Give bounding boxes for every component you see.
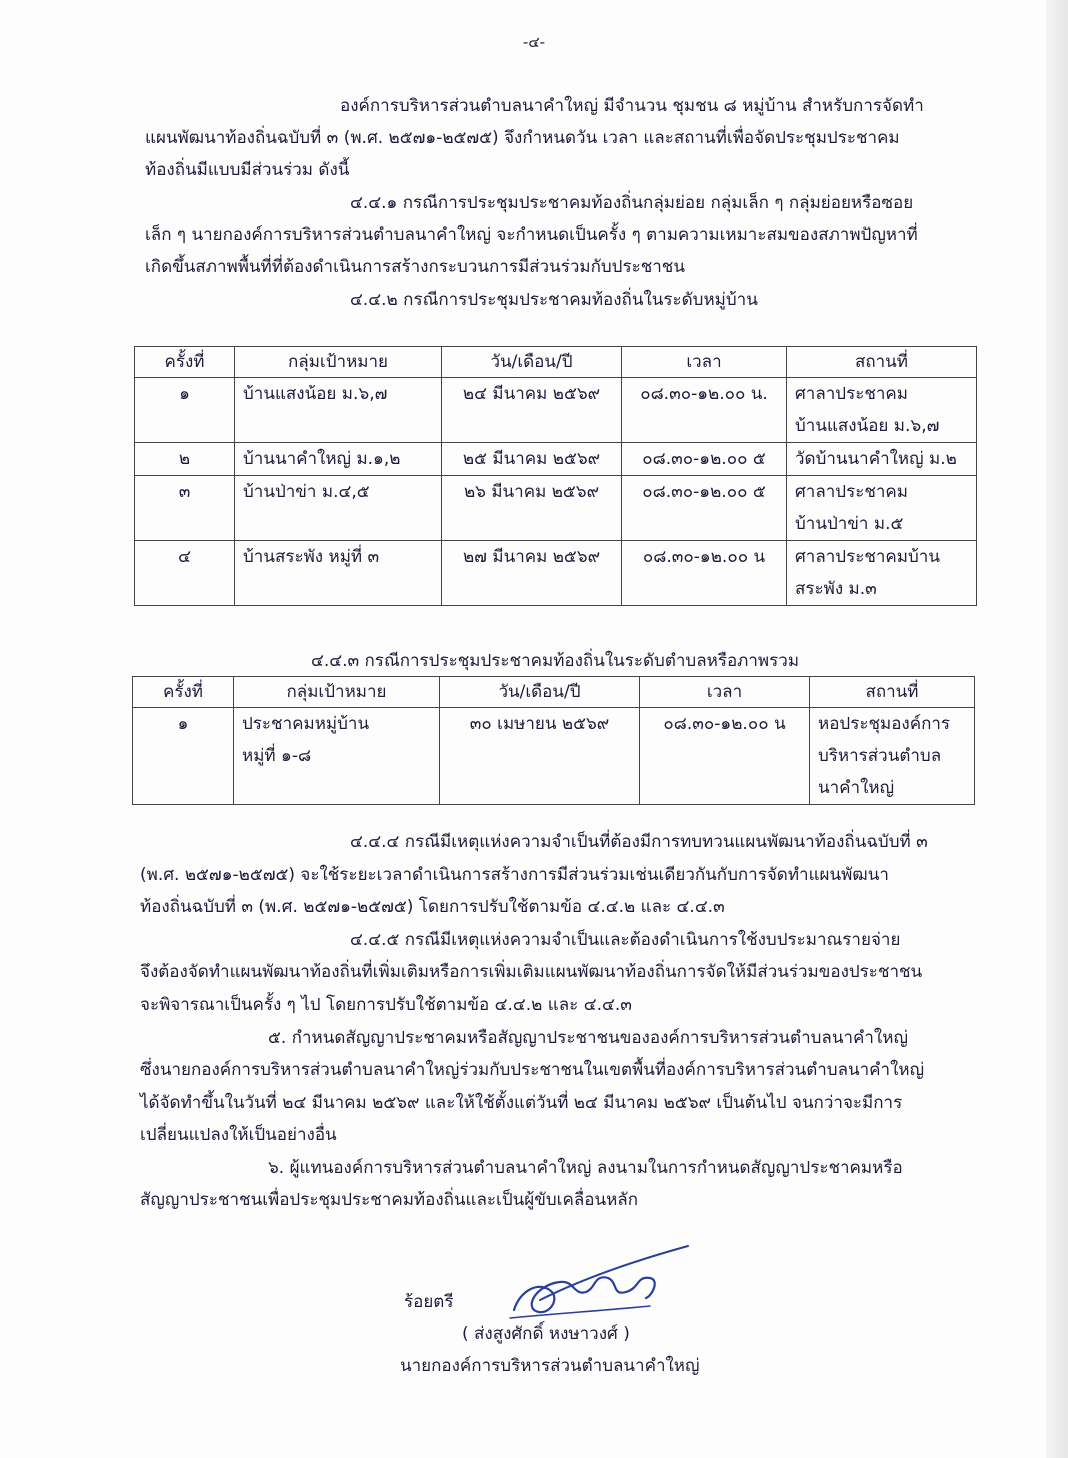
section-441-line-3: เกิดขึ้นสภาพพื้นที่ที่ต้องดำเนินการสร้างกระบวนการมีส่วนร่วมกับประชาชน — [145, 257, 685, 277]
section-6-line-1: ๖. ผู้แทนองค์การบริหารส่วนตำบลนาคำใหญ่ ลงนามในการกำหนดสัญญาประชาคมหรือ — [268, 1158, 903, 1178]
cell-place — [787, 476, 977, 541]
page-edge-shadow — [1046, 0, 1068, 1458]
header-target: กลุ่มเป้าหมาย — [235, 347, 442, 378]
cell-target: บ้านสระพัง หมู่ที่ ๓ — [235, 541, 442, 606]
section-445-line-3: จะพิจารณาเป็นครั้ง ๆ ไป โดยการปรับใช้ตามข้อ ๔.๔.๒ และ ๔.๔.๓ — [140, 995, 632, 1015]
section-444-line-2: (พ.ศ. ๒๕๗๑-๒๕๗๕) จะใช้ระยะเวลาดำเนินการสร้างการมีส่วนร่วมเช่นเดียวกันกับการจัดทำแผนพัฒนา — [140, 865, 889, 885]
cell-date: ๒๗ มีนาคม ๒๕๖๙ — [442, 541, 622, 606]
place-line-1: ศาลาประชาคมบ้าน — [795, 547, 940, 567]
cell-target: บ้านแสงน้อย ม.๖,๗ — [235, 378, 442, 443]
cell-date: ๒๖ มีนาคม ๒๕๖๙ — [442, 476, 622, 541]
header-date: วัน/เดือน/ปี — [442, 347, 622, 378]
table-row — [135, 476, 977, 541]
cell-no: ๑ — [135, 378, 235, 443]
place-line-2: สระพัง ม.๓ — [795, 579, 877, 599]
section-5-line-4: เปลี่ยนแปลงให้เป็นอย่างอื่น — [140, 1125, 337, 1145]
cell-no: ๔ — [135, 541, 235, 606]
intro-line-1: องค์การบริหารส่วนตำบลนาคำใหญ่ มีจำนวน ชุมชน ๘ หมู่บ้าน สำหรับการจัดทำ — [340, 96, 924, 116]
header-no: ครั้งที่ — [135, 347, 235, 378]
place-line-2: บ้านป่าข่า ม.๕ — [795, 514, 904, 534]
table-row — [133, 708, 975, 805]
cell-time: ๐๘.๓๐-๑๒.๐๐ ๕ — [622, 443, 787, 476]
section-445-line-1: ๔.๔.๕ กรณีมีเหตุแห่งความจำเป็นและต้องดำเนินการใช้งบประมาณรายจ่าย — [350, 930, 901, 950]
section-5-line-1: ๕. กำหนดสัญญาประชาคมหรือสัญญาประชาชนขององค์การบริหารส่วนตำบลนาคำใหญ่ — [268, 1028, 908, 1048]
cell-target: บ้านนาคำใหญ่ ม.๑,๒ — [235, 443, 442, 476]
target-line-2: หมู่ที่ ๑-๘ — [242, 746, 312, 766]
place-line-2: บริหารส่วนตำบล — [818, 746, 942, 766]
section-6-line-2: สัญญาประชาชนเพื่อประชุมประชาคมท้องถิ่นและเป็นผู้ขับเคลื่อนหลัก — [140, 1190, 639, 1210]
cell-time: ๐๘.๓๐-๑๒.๐๐ น. — [622, 378, 787, 443]
cell-place: วัดบ้านนาคำใหญ่ ม.๒ — [787, 443, 977, 476]
village-meeting-table — [134, 346, 977, 606]
cell-no: ๑ — [133, 708, 234, 805]
section-443-title: ๔.๔.๓ กรณีการประชุมประชาคมท้องถิ่นในระดับตำบลหรือภาพรวม — [310, 651, 800, 671]
table-row — [135, 378, 977, 443]
cell-place — [787, 541, 977, 606]
section-5-line-3: ได้จัดทำขึ้นในวันที่ ๒๔ มีนาคม ๒๕๖๙ และให้ใช้ตั้งแต่วันที่ ๒๔ มีนาคม ๒๕๖๙ เป็นต้นไป จนกว่าจะมีการ — [140, 1093, 903, 1113]
header-date: วัน/เดือน/ปี — [440, 677, 640, 708]
header-no: ครั้งที่ — [133, 677, 234, 708]
page-number: -๔- — [522, 33, 546, 51]
section-441-line-1: ๔.๔.๑ กรณีการประชุมประชาคมท้องถิ่นกลุ่มย่อย กลุ่มเล็ก ๆ กลุ่มย่อยหรือซอย — [350, 193, 914, 213]
handwritten-signature — [500, 1240, 700, 1330]
subdistrict-meeting-table — [132, 676, 975, 805]
section-445-line-2: จึงต้องจัดทำแผนพัฒนาท้องถิ่นที่เพิ่มเติมหรือการเพิ่มเติมแผนพัฒนาท้องถิ่นการจัดให้มีส่วนร่วมของประชาชน — [140, 962, 923, 982]
cell-date: ๒๔ มีนาคม ๒๕๖๙ — [442, 378, 622, 443]
cell-time: ๐๘.๓๐-๑๒.๐๐ น — [622, 541, 787, 606]
target-line-1: ประชาคมหมู่บ้าน — [242, 714, 370, 734]
cell-target — [234, 708, 440, 805]
table-row — [135, 541, 977, 606]
section-442-title: ๔.๔.๒ กรณีการประชุมประชาคมท้องถิ่นในระดับหมู่บ้าน — [350, 290, 758, 310]
place-line-1: หอประชุมองค์การ — [818, 714, 951, 734]
cell-place — [810, 708, 975, 805]
intro-line-2: แผนพัฒนาท้องถิ่นฉบับที่ ๓ (พ.ศ. ๒๕๗๑-๒๕๗๕) จึงกำหนดวัน เวลา และสถานที่เพื่อจัดประชุมประชาคม — [145, 128, 900, 148]
cell-no: ๒ — [135, 443, 235, 476]
cell-time: ๐๘.๓๐-๑๒.๐๐ ๕ — [622, 476, 787, 541]
cell-no: ๓ — [135, 476, 235, 541]
signature-rank: ร้อยตรี — [404, 1292, 454, 1312]
section-5-line-2: ซึ่งนายกองค์การบริหารส่วนตำบลนาคำใหญ่ร่วมกับประชาชนในเขตพื้นที่องค์การบริหารส่วนตำบลนาคำใหญ่ — [140, 1060, 925, 1080]
table-row — [135, 443, 977, 476]
header-time: เวลา — [622, 347, 787, 378]
section-444-line-1: ๔.๔.๔ กรณีมีเหตุแห่งความจำเป็นที่ต้องมีการทบทวนแผนพัฒนาท้องถิ่นฉบับที่ ๓ — [350, 832, 928, 852]
table-header-row — [133, 677, 975, 708]
signatory-position: นายกองค์การบริหารส่วนตำบลนาคำใหญ่ — [400, 1356, 700, 1376]
section-444-line-3: ท้องถิ่นฉบับที่ ๓ (พ.ศ. ๒๕๗๑-๒๕๗๕) โดยการปรับใช้ตามข้อ ๔.๔.๒ และ ๔.๔.๓ — [140, 897, 725, 917]
cell-date: ๓๐ เมษายน ๒๕๖๙ — [440, 708, 640, 805]
intro-line-3: ท้องถิ่นมีแบบมีส่วนร่วม ดังนี้ — [145, 160, 350, 180]
table-header-row — [135, 347, 977, 378]
header-place: สถานที่ — [787, 347, 977, 378]
place-line-2: บ้านแสงน้อย ม.๖,๗ — [795, 416, 940, 436]
section-441-line-2: เล็ก ๆ นายกองค์การบริหารส่วนตำบลนาคำใหญ่ จะกำหนดเป็นครั้ง ๆ ตามความเหมาะสมของสภาพปัญหาที่ — [145, 225, 918, 245]
cell-date: ๒๕ มีนาคม ๒๕๖๙ — [442, 443, 622, 476]
place-line-1: ศาลาประชาคม — [795, 482, 909, 502]
signatory-name: ( ส่งสูงศักดิ์ หงษาวงศ์ ) — [462, 1324, 630, 1344]
cell-place — [787, 378, 977, 443]
cell-target: บ้านป่าข่า ม.๔,๕ — [235, 476, 442, 541]
header-place: สถานที่ — [810, 677, 975, 708]
place-line-3: นาคำใหญ่ — [818, 778, 895, 798]
cell-time: ๐๘.๓๐-๑๒.๐๐ น — [640, 708, 810, 805]
header-target: กลุ่มเป้าหมาย — [234, 677, 440, 708]
header-time: เวลา — [640, 677, 810, 708]
place-line-1: ศาลาประชาคม — [795, 384, 909, 404]
